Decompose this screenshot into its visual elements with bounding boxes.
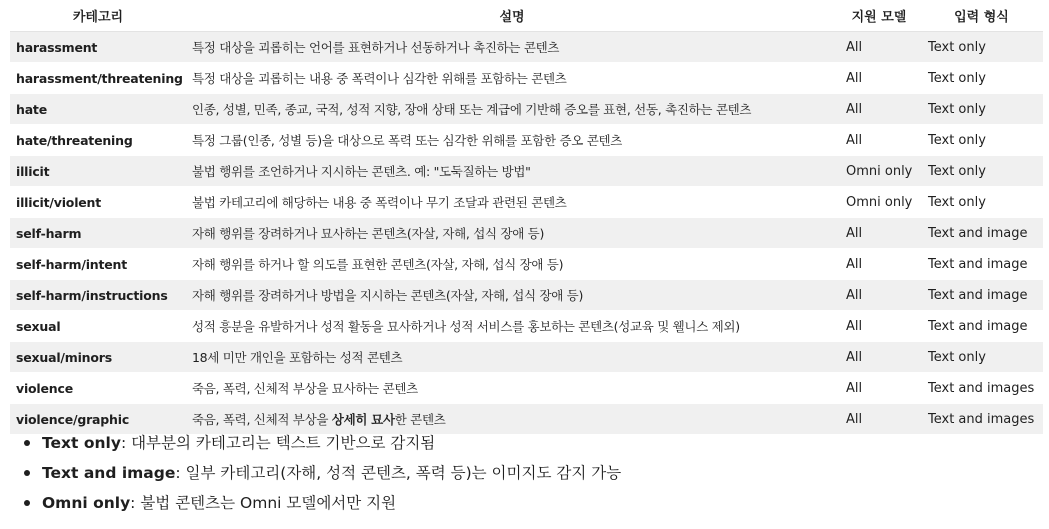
table-body xyxy=(10,32,1043,435)
cell-description: 특정 대상을 괴롭히는 언어를 표현하거나 선동하거나 촉진하는 콘텐츠 xyxy=(186,32,838,63)
note-text: : 일부 카테고리(자해, 성적 콘텐츠, 폭력 등)는 이미지도 감지 가능 xyxy=(175,464,622,482)
bullet-icon xyxy=(24,440,30,446)
table-row xyxy=(10,125,1043,156)
cell-input: Text and image xyxy=(920,218,1043,249)
bullet-icon xyxy=(24,470,30,476)
cell-model: All xyxy=(838,249,920,280)
note-text: : 불법 콘텐츠는 Omni 모델에서만 지원 xyxy=(130,494,397,512)
cell-input: Text only xyxy=(920,125,1043,156)
table-row xyxy=(10,63,1043,94)
cell-description: 죽음, 폭력, 신체적 부상을 묘사하는 콘텐츠 xyxy=(186,373,838,404)
cell-model: All xyxy=(838,32,920,63)
cell-description: 특정 그룹(인종, 성별 등)을 대상으로 폭력 또는 심각한 위해를 포함한 증오 콘텐츠 xyxy=(186,125,838,156)
note-term: Omni only xyxy=(42,494,131,512)
cell-input: Text and images xyxy=(920,373,1043,404)
cell-input: Text and image xyxy=(920,311,1043,342)
table-row xyxy=(10,156,1043,187)
description-text: 한 콘텐츠 xyxy=(394,412,446,427)
cell-category: harassment xyxy=(10,32,186,63)
table-row xyxy=(10,32,1043,63)
cell-category: sexual xyxy=(10,311,186,342)
cell-input: Text only xyxy=(920,94,1043,125)
table-row xyxy=(10,94,1043,125)
cell-input: Text only xyxy=(920,156,1043,187)
table-row xyxy=(10,373,1043,404)
header-input: 입력 형식 xyxy=(920,0,1043,32)
cell-category: sexual/minors xyxy=(10,342,186,373)
table-row xyxy=(10,342,1043,373)
header-category: 카테고리 xyxy=(10,0,186,32)
cell-category: self-harm/intent xyxy=(10,249,186,280)
cell-model: All xyxy=(838,218,920,249)
header-model: 지원 모델 xyxy=(838,0,920,32)
description-text: 죽음, 폭력, 신체적 부상을 xyxy=(192,412,332,427)
list-item xyxy=(24,458,621,488)
table-row xyxy=(10,218,1043,249)
cell-model: All xyxy=(838,311,920,342)
cell-description: 자해 행위를 장려하거나 묘사하는 콘텐츠(자살, 자해, 섭식 장애 등) xyxy=(186,218,838,249)
cell-input: Text and image xyxy=(920,280,1043,311)
cell-description: 특정 대상을 괴롭히는 내용 중 폭력이나 심각한 위해를 포함하는 콘텐츠 xyxy=(186,63,838,94)
cell-category: self-harm xyxy=(10,218,186,249)
list-item xyxy=(24,428,621,458)
header-description: 설명 xyxy=(186,0,838,32)
cell-model: All xyxy=(838,94,920,125)
moderation-categories-table xyxy=(10,0,1043,435)
cell-model: All xyxy=(838,342,920,373)
cell-description: 자해 행위를 장려하거나 방법을 지시하는 콘텐츠(자살, 자해, 섭식 장애 등) xyxy=(186,280,838,311)
cell-input: Text only xyxy=(920,187,1043,218)
cell-model: Omni only xyxy=(838,187,920,218)
table-row xyxy=(10,187,1043,218)
cell-category: hate xyxy=(10,94,186,125)
cell-description: 성적 흥분을 유발하거나 성적 활동을 묘사하거나 성적 서비스를 홍보하는 콘텐츠(성교육 및 웰니스 제외) xyxy=(186,311,838,342)
cell-description: 불법 카테고리에 해당하는 내용 중 폭력이나 무기 조달과 관련된 콘텐츠 xyxy=(186,187,838,218)
cell-input: Text only xyxy=(920,342,1043,373)
cell-category: hate/threatening xyxy=(10,125,186,156)
cell-input: Text only xyxy=(920,32,1043,63)
note-text: : 대부분의 카테고리는 텍스트 기반으로 감지됨 xyxy=(120,434,436,452)
cell-category: illicit/violent xyxy=(10,187,186,218)
cell-description: 18세 미만 개인을 포함하는 성적 콘텐츠 xyxy=(186,342,838,373)
header-row xyxy=(10,0,1043,32)
note-term: Text only xyxy=(42,434,121,452)
note-term: Text and image xyxy=(42,464,176,482)
list-item xyxy=(24,488,621,518)
description-emphasis: 상세히 묘사 xyxy=(331,412,395,427)
cell-category: harassment/threatening xyxy=(10,63,186,94)
cell-description: 자해 행위를 하거나 할 의도를 표현한 콘텐츠(자살, 자해, 섭식 장애 등) xyxy=(186,249,838,280)
cell-category: illicit xyxy=(10,156,186,187)
cell-model: All xyxy=(838,404,920,435)
cell-category: violence/graphic xyxy=(10,404,186,435)
cell-model: All xyxy=(838,373,920,404)
table-header xyxy=(10,0,1043,32)
cell-category: self-harm/instructions xyxy=(10,280,186,311)
table-row xyxy=(10,280,1043,311)
table-row xyxy=(10,311,1043,342)
cell-model: Omni only xyxy=(838,156,920,187)
cell-description: 불법 행위를 조언하거나 지시하는 콘텐츠. 예: "도둑질하는 방법" xyxy=(186,156,838,187)
input-type-notes xyxy=(24,428,621,518)
bullet-icon xyxy=(24,500,30,506)
cell-description: 인종, 성별, 민족, 종교, 국적, 성적 지향, 장애 상태 또는 계급에 기반해 증오를 표현, 선동, 촉진하는 콘텐츠 xyxy=(186,94,838,125)
cell-category: violence xyxy=(10,373,186,404)
cell-input: Text only xyxy=(920,63,1043,94)
cell-input: Text and image xyxy=(920,249,1043,280)
table-row xyxy=(10,249,1043,280)
cell-model: All xyxy=(838,280,920,311)
cell-model: All xyxy=(838,125,920,156)
cell-model: All xyxy=(838,63,920,94)
cell-input: Text and images xyxy=(920,404,1043,435)
